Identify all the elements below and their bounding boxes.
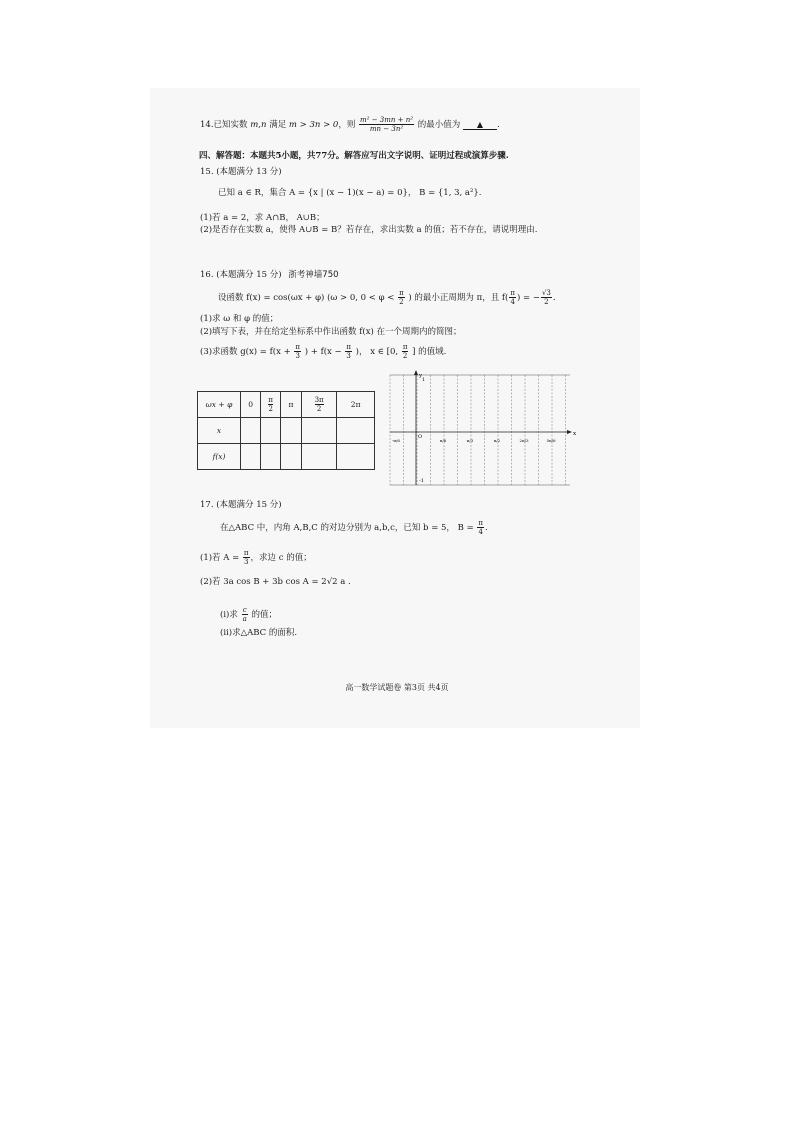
table-cell-blank[interactable] xyxy=(301,444,336,470)
q16-given-eq: ) = − xyxy=(516,293,540,303)
q16-given-post: ) 的最小正周期为 π，且 f( xyxy=(408,293,509,303)
table-cell xyxy=(261,392,281,418)
q17-part2i-post: 的值； xyxy=(251,610,277,620)
q16-part3-pre: (3)求函数 g(x) = f(x + xyxy=(200,347,291,357)
q16-header xyxy=(200,270,339,281)
table-cell-blank[interactable] xyxy=(261,418,281,444)
q14-condition: m > 3n > 0 xyxy=(288,120,339,130)
frac-den: 2 xyxy=(316,405,322,413)
q16-part3-end: ] 的值域. xyxy=(412,347,447,357)
table-row-label: ωx + φ xyxy=(198,392,241,418)
origin-label: O xyxy=(418,434,423,440)
q16-part3-frac-b xyxy=(345,343,352,360)
q17-part2ii: (ii)求△ABC 的面积. xyxy=(220,628,298,638)
x-tick-labels xyxy=(392,438,556,443)
q16-part3-frac-a xyxy=(294,343,301,360)
q17-given-end: . xyxy=(485,523,488,533)
q15-part2: (2)是否存在实数 a，使得 A∪B = B？若存在，求出实数 a 的值；若不存在，请说明理由. xyxy=(200,225,538,235)
q16-title: 16. (本题满分 15 分) xyxy=(200,270,282,280)
y-top-label: 1 xyxy=(422,377,426,383)
q14-answer-blank[interactable] xyxy=(463,120,497,130)
question-14 xyxy=(200,116,500,133)
q14-sep: ，则 xyxy=(338,120,356,130)
watermark-text: 浙考神墙750 xyxy=(288,270,339,280)
frac-num: π xyxy=(295,343,301,351)
frac-num: c xyxy=(242,606,247,614)
q16-part2: (2)填写下表，并在给定坐标系中作出函数 f(x) 在一个周期内的简图； xyxy=(200,327,462,337)
q14-prefix: 14.已知实数 xyxy=(200,120,248,130)
q17-part2: (2)若 3a cos B + 3b cos A = 2√2 a . xyxy=(200,577,351,587)
table-cell: 2π xyxy=(337,392,375,418)
q16-given xyxy=(218,289,556,306)
page-footer: 高一数学试题卷 第3页 共4页 xyxy=(345,683,449,692)
section-heading: 四、解答题：本题共5小题，共77分。解答应写出文字说明、证明过程或演算步骤. xyxy=(199,151,509,161)
triangle-icon: ▲ xyxy=(476,120,484,129)
x-tick-label: π/2 xyxy=(493,438,501,443)
y-axis-arrow-icon xyxy=(414,370,418,375)
frac-num: π xyxy=(510,289,515,297)
q16-part3-post: )， x ∈ [0, xyxy=(355,347,399,357)
q17-B-frac xyxy=(477,519,484,536)
q14-vars: m,n xyxy=(250,120,267,130)
frac-den: 3 xyxy=(346,352,351,360)
frac-den: 2 xyxy=(402,352,408,360)
x-tick-label: π/3 xyxy=(466,438,474,443)
q17-part1-post: ，求边 c 的值； xyxy=(250,553,312,563)
table-cell xyxy=(301,392,336,418)
table-row xyxy=(198,418,375,444)
frac-den: 4 xyxy=(478,528,483,536)
table-row-label: f(x) xyxy=(198,444,241,470)
frac-num: π xyxy=(399,289,404,297)
q14-fraction xyxy=(359,116,414,133)
table-cell-blank[interactable] xyxy=(241,444,261,470)
y-bottom-label: -1 xyxy=(419,478,424,484)
cell-fraction xyxy=(268,396,273,413)
q14-suffix: 的最小值为 xyxy=(417,120,461,130)
q16-coordinate-grid[interactable] xyxy=(388,369,578,487)
table-row-label: x xyxy=(198,418,241,444)
frac-den: 2 xyxy=(544,298,549,306)
x-tick-label: 5π/6 xyxy=(546,438,556,443)
q15-part1: (1)若 a = 2，求 A∩B， A∪B； xyxy=(200,213,325,223)
frac-num: √3 xyxy=(541,289,551,297)
table-row xyxy=(198,444,375,470)
q17-given xyxy=(220,519,488,536)
frac-num: π xyxy=(478,519,484,527)
q16-fill-table xyxy=(197,391,375,470)
q16-f-arg xyxy=(509,289,516,306)
q17-ca-frac xyxy=(242,606,248,623)
x-tick-label: 2π/3 xyxy=(519,438,529,443)
q14-denominator: mn − 3n² xyxy=(369,125,404,133)
q15-given: 已知 a ∈ R，集合 A = {x | (x − 1)(x − a) = 0}， B = {1, 3, a²}. xyxy=(218,188,482,198)
x-axis-label: x xyxy=(573,431,577,437)
table-cell-blank[interactable] xyxy=(301,418,336,444)
q16-phi-bound xyxy=(398,289,405,306)
table-cell-blank[interactable] xyxy=(337,418,375,444)
frac-num: 3π xyxy=(314,396,324,404)
q17-title: 17. (本题满分 15 分) xyxy=(200,500,282,510)
frac-num: π xyxy=(268,396,273,404)
cell-fraction xyxy=(315,396,324,413)
table-cell-blank[interactable] xyxy=(241,418,261,444)
table-cell: π xyxy=(281,392,302,418)
table-cell-blank[interactable] xyxy=(281,444,302,470)
q17-A-frac xyxy=(243,549,250,566)
q16-given-end: . xyxy=(552,293,556,303)
table-cell-blank[interactable] xyxy=(337,444,375,470)
frac-den: 3 xyxy=(243,558,249,566)
table-row xyxy=(198,392,375,418)
y-axis-label: y xyxy=(419,373,423,379)
q17-part1-pre: (1)若 A = xyxy=(200,553,240,563)
q16-f-value xyxy=(541,289,552,306)
frac-den: 3 xyxy=(295,352,300,360)
q16-part1: (1)求 ω 和 φ 的值； xyxy=(200,314,279,324)
table-cell-blank[interactable] xyxy=(261,444,281,470)
q16-part3 xyxy=(200,343,446,360)
q16-given-pre: 设函数 f(x) = cos(ωx + φ) (ω > 0, 0 < φ < xyxy=(218,293,395,303)
q17-part2i-pre: (i)求 xyxy=(220,610,238,620)
frac-num: π xyxy=(346,343,351,351)
q17-part2i xyxy=(220,606,277,623)
frac-den: 2 xyxy=(399,298,404,306)
q15-title: 15. (本题满分 13 分) xyxy=(200,167,282,177)
q14-mid: 满足 xyxy=(269,120,287,130)
frac-den: a xyxy=(242,615,247,623)
q17-part1 xyxy=(200,549,312,566)
grid-lines xyxy=(390,375,570,485)
q14-end: . xyxy=(496,120,500,130)
q16-part3-mid: ) + f(x − xyxy=(304,347,342,357)
q14-numerator: m² − 3mn + n² xyxy=(360,116,414,124)
frac-num: π xyxy=(402,343,408,351)
table-cell-blank[interactable] xyxy=(281,418,302,444)
x-axis-arrow-icon xyxy=(567,430,572,434)
frac-den: 2 xyxy=(268,405,273,413)
frac-den: 4 xyxy=(510,298,515,306)
x-tick-label: π/6 xyxy=(439,438,447,443)
table-cell: 0 xyxy=(241,392,261,418)
q16-part3-frac-c xyxy=(402,343,409,360)
frac-num: π xyxy=(243,549,249,557)
q17-given-pre: 在△ABC 中，内角 A,B,C 的对边分别为 a,b,c，已知 b = 5， B = xyxy=(220,523,474,533)
x-tick-label: -π/6 xyxy=(392,438,400,443)
